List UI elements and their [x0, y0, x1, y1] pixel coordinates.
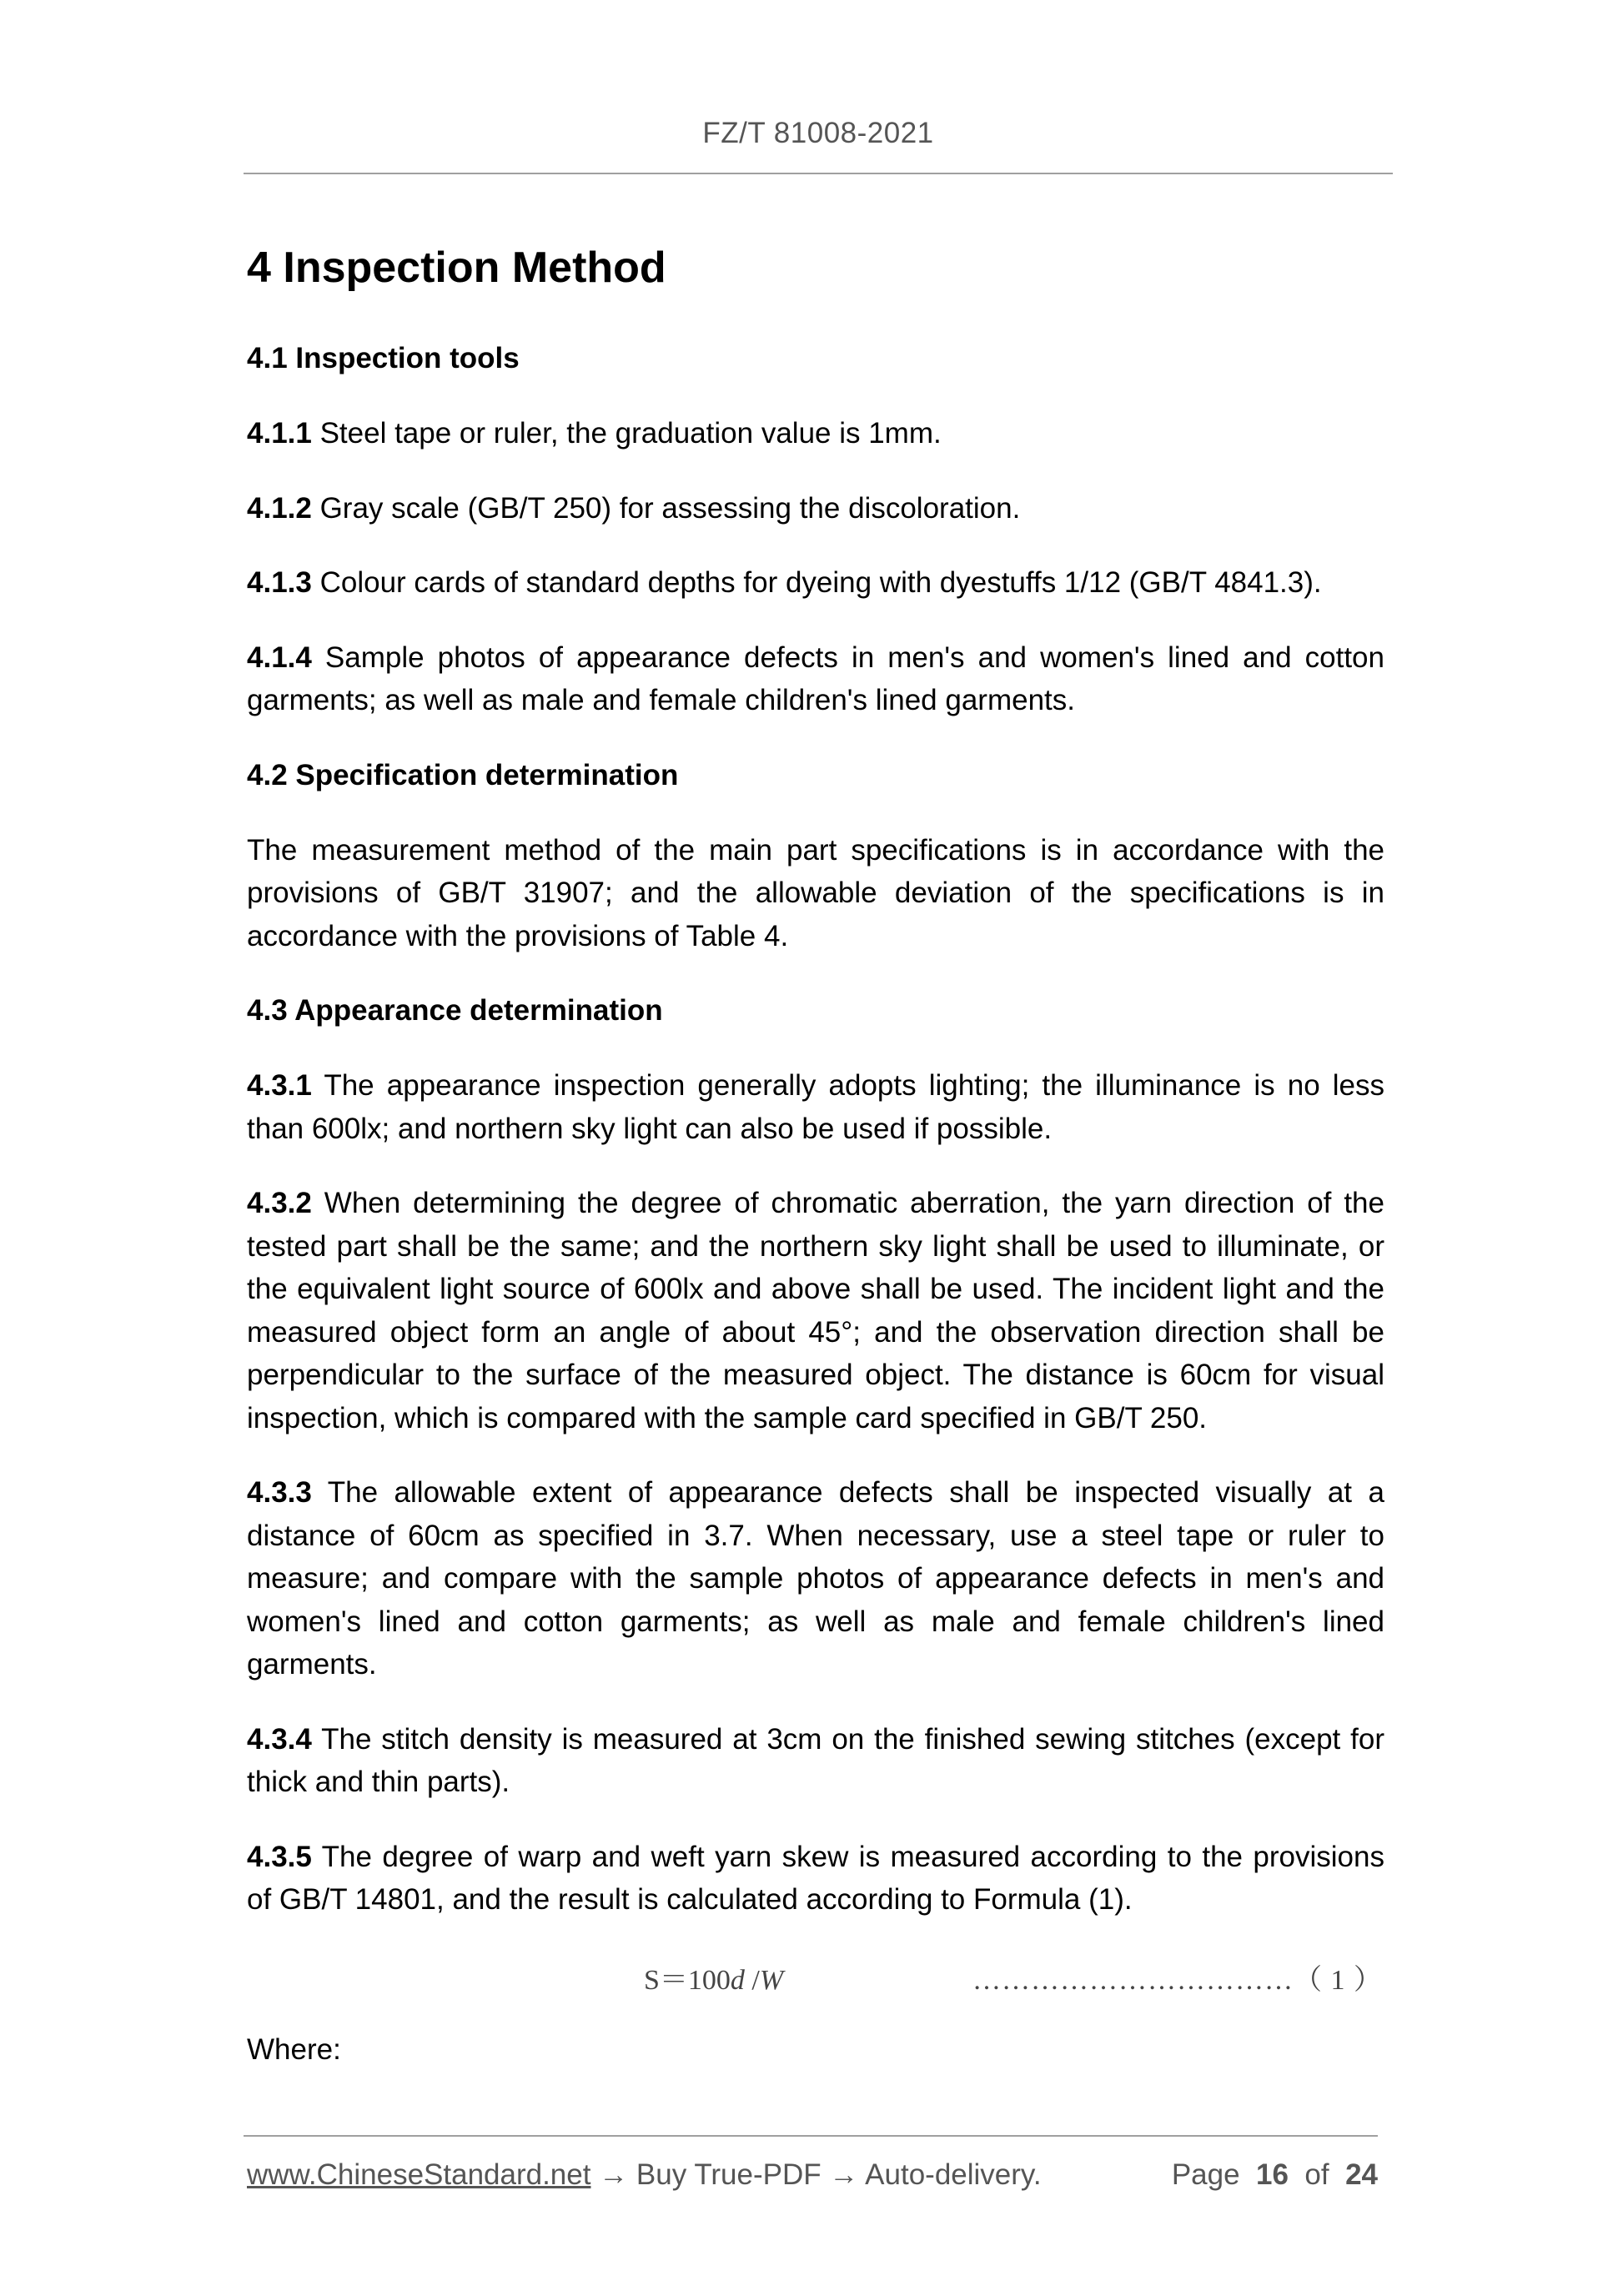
- formula-variable-w: W: [759, 1964, 784, 1996]
- current-page-number: 16: [1256, 2158, 1289, 2191]
- clause-4-3-2: [247, 1182, 1384, 1439]
- clause-4-1-3: [247, 561, 1384, 605]
- page-footer: [247, 2158, 1378, 2200]
- formula-variable-s: S: [644, 1964, 660, 1996]
- website-link[interactable]: www.ChineseStandard.net: [247, 2158, 591, 2191]
- where-label: Where:: [247, 2032, 341, 2066]
- clause-text: Colour cards of standard depths for dyeing with dyestuffs 1/12 (GB/T 4841.3).: [311, 566, 1322, 599]
- formula-number: ……………………………（ 1 ）: [972, 1964, 1383, 1996]
- page-label: Page: [1171, 2158, 1240, 2191]
- clause-number: 4.3.2: [247, 1187, 312, 1219]
- clause-number: 4.3.3: [247, 1476, 312, 1509]
- clause-4-3-1: [247, 1064, 1384, 1150]
- formula-division: /: [744, 1964, 760, 1996]
- clause-number: 4.1.4: [247, 641, 312, 674]
- clause-4-1-2: [247, 487, 1384, 530]
- subsection-heading-4-2: 4.2 Specification determination: [247, 758, 679, 791]
- clause-4-3-3: [247, 1471, 1384, 1686]
- formula-expression: [644, 1957, 783, 1997]
- clause-text: When determining the degree of chromatic aberration, the yarn direction of the tested part shall be the same; and the northern sky light shall be used to illuminate, or the equivalent light source of 600lx and above shall be used. The incident light and the measured object form an angle of about 45°; and the observation direction shall be perpendicular to the surface of the measured object. The distance is 60cm for visual inspection, which is compared with the sample card specified in GB/T 250.: [247, 1187, 1384, 1434]
- footer-promo: [247, 2158, 1042, 2192]
- clause-4-2-text: The measurement method of the main part specifications is in accordance with the provisions of GB/T 31907; and the allowable deviation of the specifications is in accordance with the provisions of Table 4.: [247, 833, 1384, 952]
- page-indicator: [1172, 2158, 1378, 2192]
- formula-1: [247, 1953, 1384, 1997]
- clause-number: 4.3.5: [247, 1840, 312, 1873]
- header-divider: [244, 173, 1393, 174]
- footer-promo-text: → Buy True-PDF → Auto-delivery.: [590, 2158, 1042, 2191]
- clause-number: 4.1.3: [247, 566, 312, 599]
- total-pages: 24: [1345, 2158, 1378, 2191]
- clause-text: Sample photos of appearance defects in men's and women's lined and cotton garments; as well as male and female children's lined garments.: [247, 641, 1384, 716]
- clause-text: The appearance inspection generally adopts lighting; the illuminance is no less than 600lx; and northern sky light can also be used if possible.: [247, 1069, 1384, 1145]
- page-header: FZ/T 81008-2021: [702, 117, 934, 149]
- clause-number: 4.3.4: [247, 1722, 312, 1756]
- formula-equals-constant: ＝100: [659, 1964, 731, 1996]
- clause-number: 4.1.1: [247, 417, 312, 450]
- section-title: 4 Inspection Method: [247, 244, 666, 292]
- clause-text: The allowable extent of appearance defects shall be inspected visually at a distance of 60cm as specified in 3.7. When necessary, use a steel tape or ruler to measure; and compare with the sample photos of appearance defects in men's and women's lined and cotton garments; as well as male and female children's lined garments.: [247, 1476, 1384, 1681]
- of-label: of: [1304, 2158, 1329, 2191]
- footer-divider: [244, 2135, 1378, 2137]
- clause-text: Gray scale (GB/T 250) for assessing the discoloration.: [311, 491, 1021, 525]
- subsection-heading-4-3: 4.3 Appearance determination: [247, 994, 663, 1027]
- clause-4-3-4: [247, 1718, 1384, 1804]
- subsection-heading-4-1: 4.1 Inspection tools: [247, 342, 520, 374]
- clause-4-1-4: [247, 636, 1384, 722]
- clause-number: 4.1.2: [247, 491, 312, 525]
- clause-text: The stitch density is measured at 3cm on the finished sewing stitches (except for thick and thin parts).: [247, 1722, 1384, 1798]
- clause-4-1-1: [247, 412, 1384, 455]
- clause-text: Steel tape or ruler, the graduation value is 1mm.: [311, 417, 942, 450]
- clause-number: 4.3.1: [247, 1069, 312, 1102]
- clause-4-3-5: [247, 1836, 1384, 1922]
- clause-text: The degree of warp and weft yarn skew is measured according to the provisions of GB/T 14801, and the result is calculated according to Formula (1).: [247, 1840, 1384, 1916]
- formula-variable-d: d: [730, 1964, 745, 1996]
- document-body: [247, 240, 1384, 2103]
